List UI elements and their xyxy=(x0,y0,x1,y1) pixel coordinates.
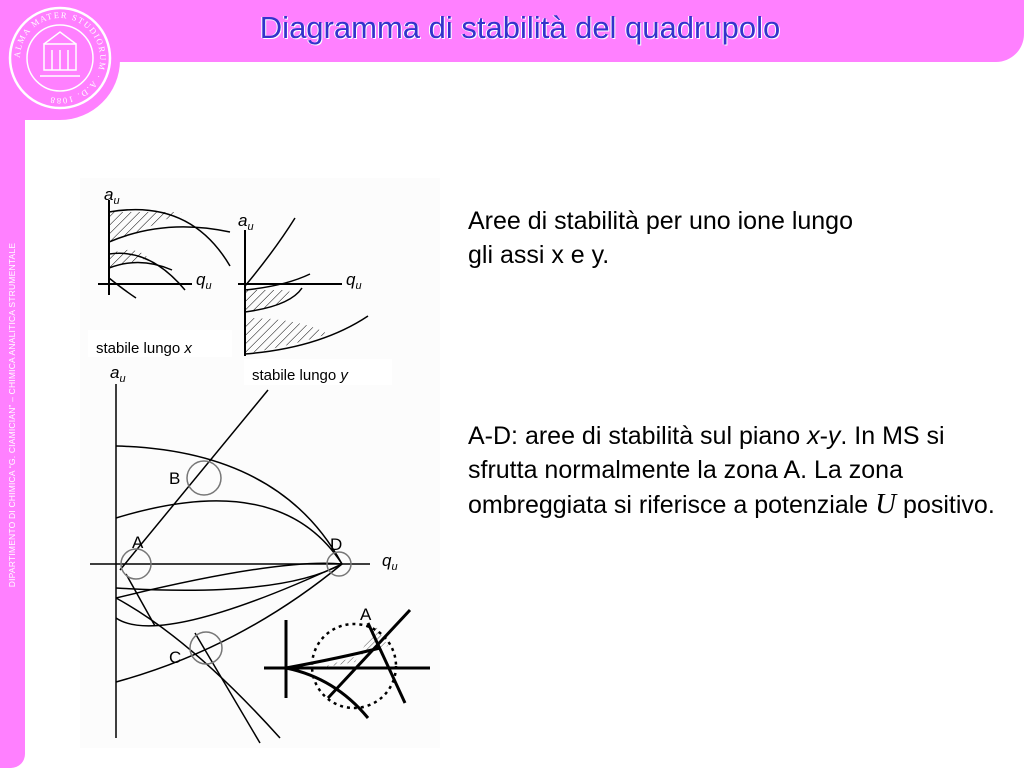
tl-y-label: $a_u$ xyxy=(104,185,120,207)
p2-x-var: x xyxy=(807,422,820,450)
sidebar-vertical-text: DIPARTIMENTO DI CHIMICA “G. CIAMICIAN” – CHIMICA ANALITICA STRUMENTALE xyxy=(7,242,17,588)
inset-zone-label: A xyxy=(360,605,372,624)
paragraph-stability-plane xyxy=(468,419,1008,522)
tl-x-label: $q_u$ xyxy=(196,270,212,292)
p2-u-var: U xyxy=(875,488,897,520)
zone-c-label: C xyxy=(169,648,182,667)
p2-dash: - xyxy=(819,422,828,450)
main-y-label: $a_u$ xyxy=(110,363,126,385)
p2-part2: . In MS si sfrutta normalmente la zona A. La zona ombreggiata si riferisce a potenziale xyxy=(468,422,945,519)
tr-y-label: $a_u$ xyxy=(238,211,254,233)
tr-x-label: $q_u$ xyxy=(346,270,362,292)
zone-a-label: A xyxy=(132,533,144,552)
university-seal-icon xyxy=(8,6,112,110)
zone-b-label: B xyxy=(169,469,181,488)
paragraph-stability-axes: Aree di stabilità per uno ione lungo gli assi x e y. xyxy=(468,207,853,269)
p2-y-var: y xyxy=(827,422,841,450)
tl-caption: stabile lungo x xyxy=(96,340,192,357)
page-title: Diagramma di stabilità del quadrupolo xyxy=(259,10,781,45)
stability-diagram xyxy=(80,178,440,748)
p2-part1: A-D: aree di stabilità sul piano xyxy=(468,422,808,450)
svg-text:ALMA MATER STUDIORUM · A.D. 10: ALMA MATER STUDIORUM · A.D. 1088 xyxy=(11,9,109,107)
main-x-label: $q_u$ xyxy=(382,551,398,573)
tr-caption: stabile lungo y xyxy=(252,367,348,384)
p2-part3: positivo. xyxy=(896,491,995,519)
zone-d-label: D xyxy=(330,535,343,554)
